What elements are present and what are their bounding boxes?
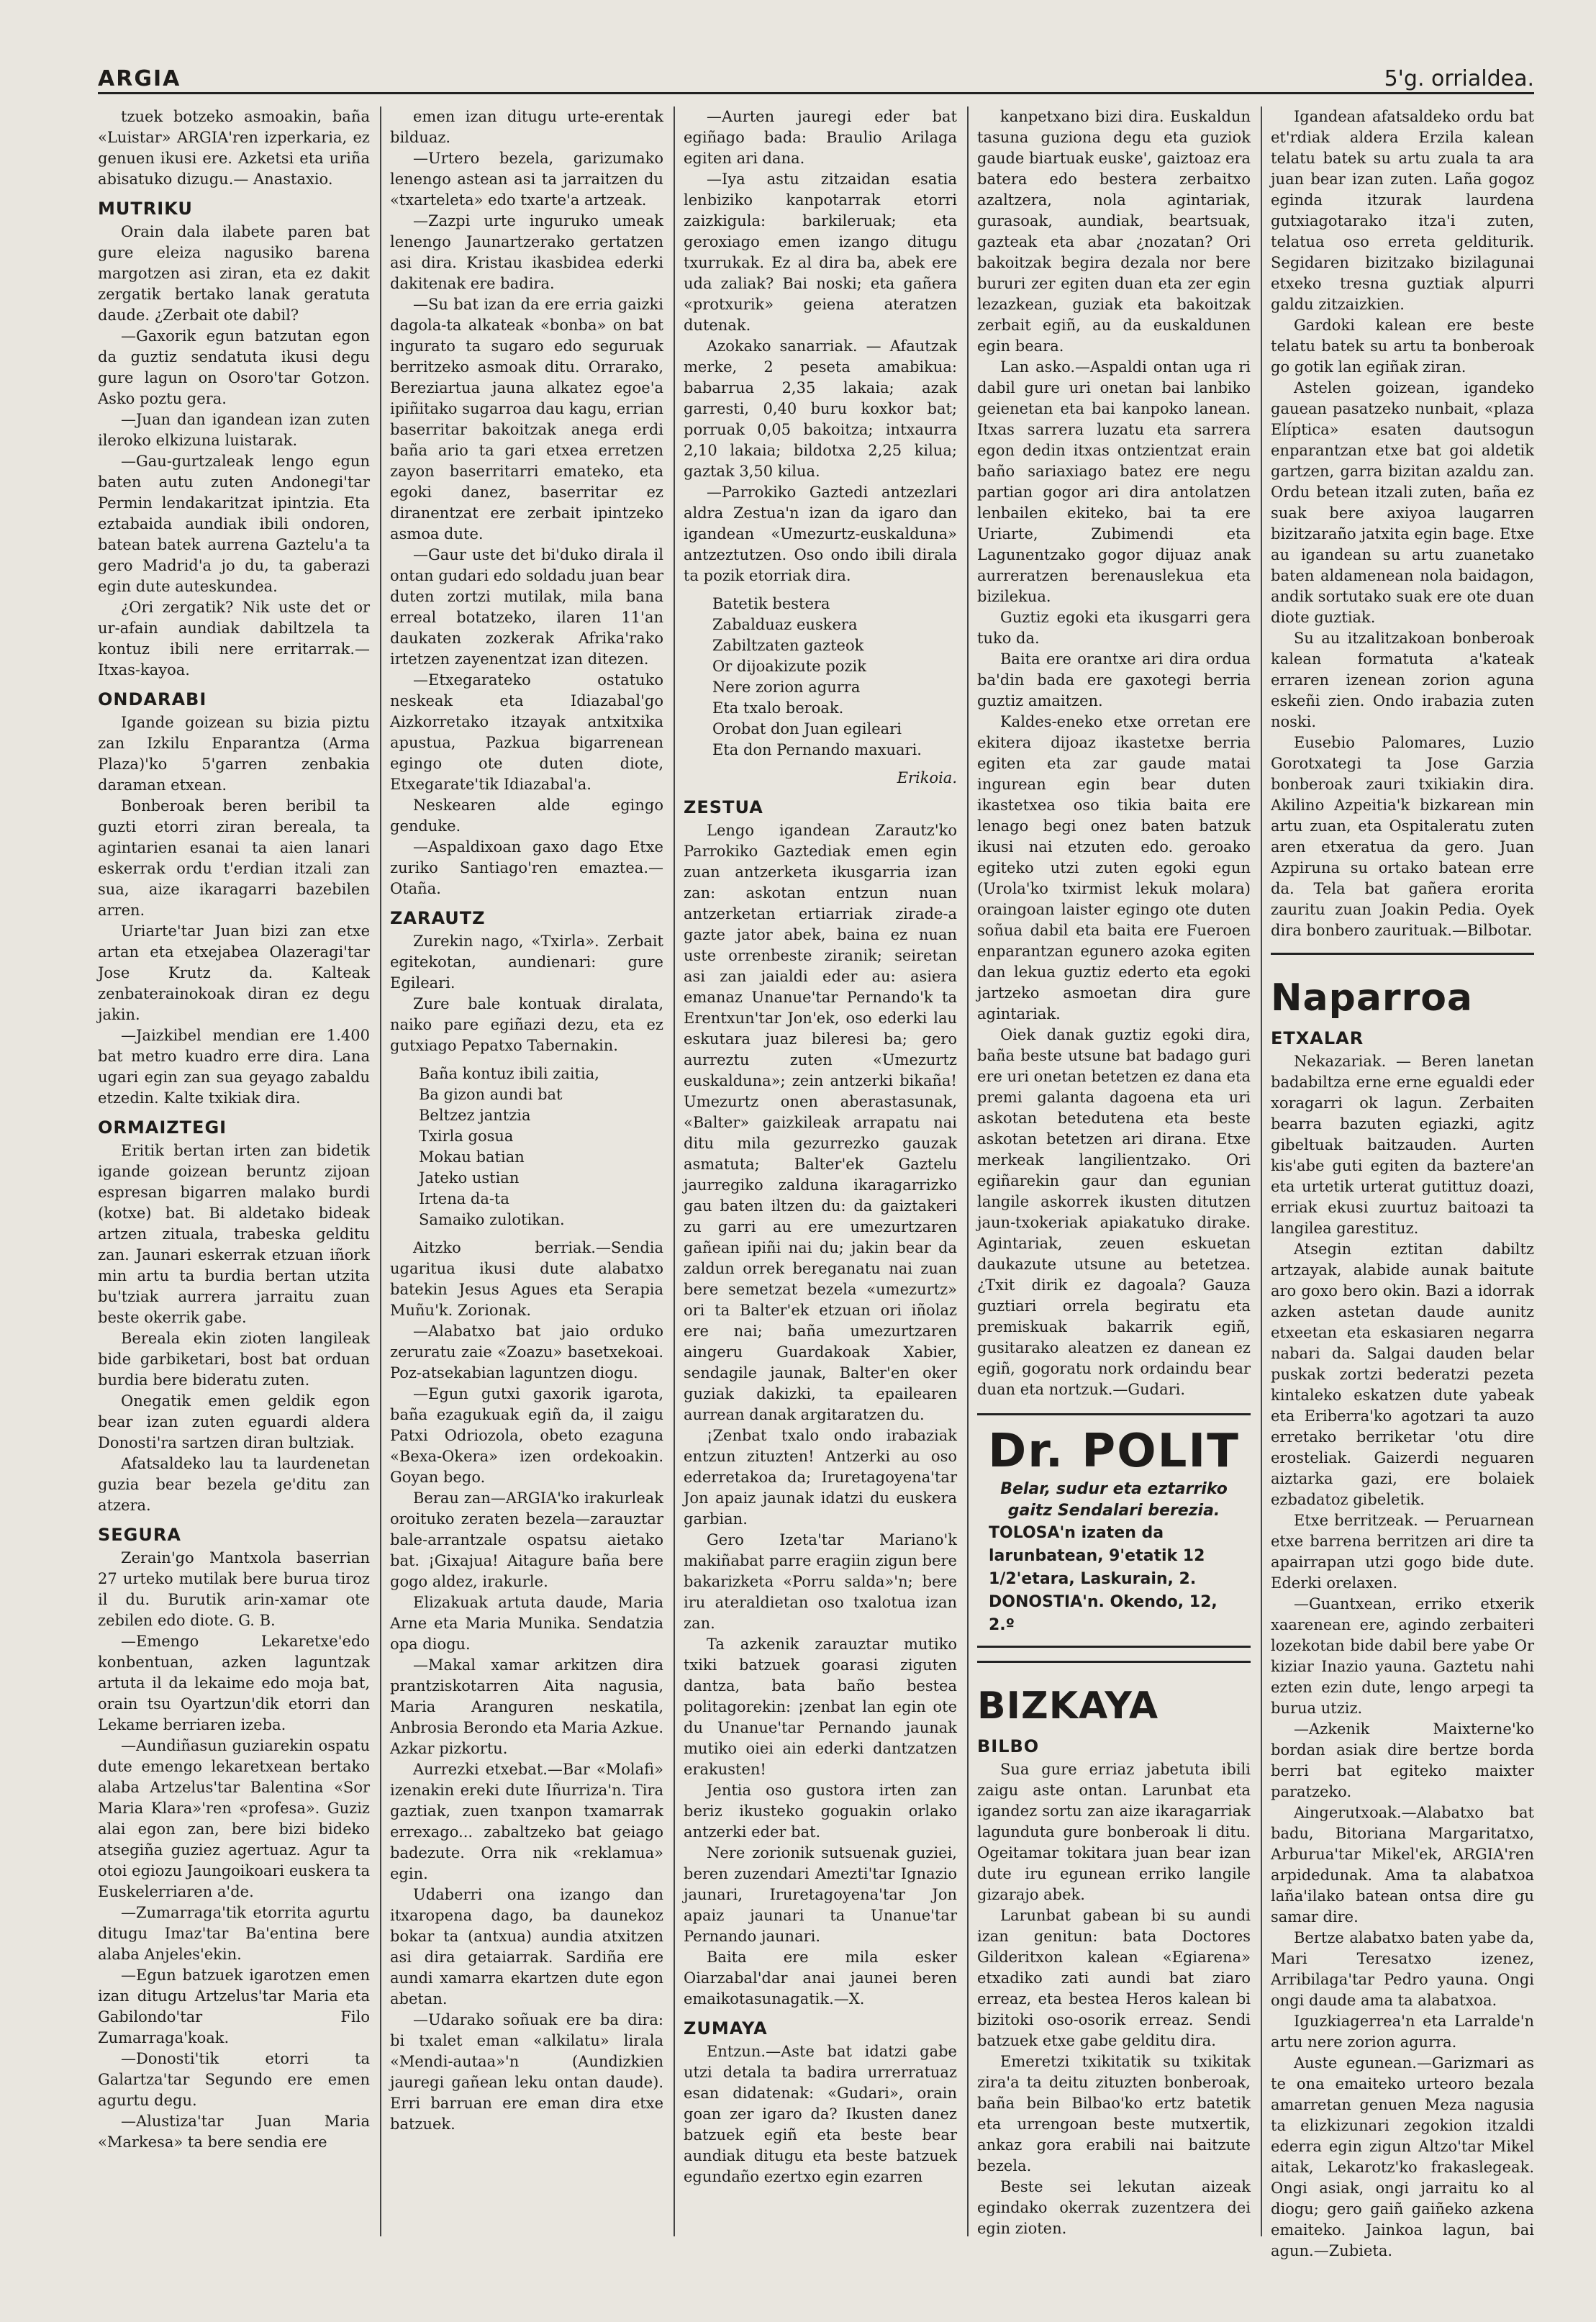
article-paragraph: Afatsaldeko lau ta laurdenetan guzia bear bezela ge'ditu zan atzera. xyxy=(98,1455,370,1514)
article-paragraph: —Zumarraga'tik etorrita agurtu ditugu Imaz'tar Ba'entina bere alaba Anjeles'ekin. xyxy=(98,1904,370,1963)
poem-line: Eta txalo beroak. xyxy=(712,699,844,717)
masthead xyxy=(98,63,1534,94)
article-paragraph: Zerain'go Mantxola baserrian 27 urteko mutilak bere burua tiroz il du. Burutik arin-xamar ote zebilen edo diote. G. B. xyxy=(98,1549,370,1629)
article-paragraph: —Juan dan igandean izan zuten ileroko elkizuna luistarak. xyxy=(98,411,370,449)
article-paragraph: —Parrokiko Gaztedi antzezlari aldra Zestua'n izan da igaro dan igandean «Umezurtz-euskalduna» antzeztutzen. Oso ondo ibili dirala ta pozik etorriak dira. xyxy=(684,484,957,584)
article-paragraph: —Makal xamar arkitzen dira prantziskotarren Aita nagusia, Maria Aranguren neskatila, Anbrosia Berondo eta Maria Azkue. Azkar pizkortu. xyxy=(390,1656,663,1757)
article-paragraph: Auste egunean.—Garizmari as te ona emaiteko urteoro bezala amarretan genuen Meza nagusia ta elizkizunari zegokion itzaldi ederra egin zigun Altzo'tar Mikel aitak, Lekarotz'ko frakaslegeak. Ongi asiak, ongi jarraitu ko al diogu; gero gaiñ gaiñeko azkena emaiteko. Jainkoa lagun, bai agun.—Zubieta. xyxy=(1271,2054,1534,2259)
article-paragraph: Elizakuak artuta daude, Maria Arne eta Maria Munika. Sendatzia opa diogu. xyxy=(390,1594,663,1653)
poem-line: Or dijoakizute pozik xyxy=(712,658,866,675)
article-paragraph: Sua gure erriaz jabetuta ibili zaigu aste ontan. Larunbat eta igandez sortu zan aize ikaragarriak lagunduta gure bonberoak li ditu. Ogeitamar tokitara juan bear izan dute iru egunean erriko langile gizarajo abek. xyxy=(977,1761,1251,1903)
column-3 xyxy=(684,106,957,2236)
article-paragraph: —Aspaldixoan gaxo dago Etxe zuriko Santiago'ren emaztea.—Otaña. xyxy=(390,838,663,897)
section-heading: ZESTUA xyxy=(684,797,763,817)
ad-address-line: DONOSTIA'n. Okendo, 12, 2.º xyxy=(989,1593,1218,1634)
article-paragraph: Nere zorionik sutsuenak guziei, beren zuzendari Amezti'tar Ignazio jaunari, Iruretagoyena'tar Jon apaiz jaunari ta Unanue'tar Pernando jaunari. xyxy=(684,1844,957,1945)
article-paragraph: Gardoki kalean ere beste telatu batek su artu ta bonberoak go gotik lan egiñak ziran. xyxy=(1271,317,1534,376)
article-paragraph: —Zazpi urte inguruko umeak lenengo Jaunartzerako gertatzen asi dira. Kristau ikasbidea ederki dakitenak ere badira. xyxy=(390,212,663,292)
region-title: Naparroa xyxy=(1271,976,1474,1020)
article-paragraph: —Guantxean, erriko etxerik xaarenean ere, agindo zerbaiteri lozekotan bide dabil bere yabe Or kiziar Inazio yauna. Gaztetu nahi ezten ezin dute, lengo arpegi ta burua utziz. xyxy=(1271,1595,1534,1717)
article-paragraph: Atsegin eztitan dabiltz artzayak, alabide aunak baitute aro goxo bero okin. Bazi a idorrak azken astetan daude aunitz etxeetan eta eskasiaren negarra nabari da. Salgai dauden belar puskak zortzi bederatzi pezeta kintaleko eskatzen dute yabeak eta Eriberra'ko agotzari ta auzo erretako berriketar 'otu dire erosteliak. Gaizerdi neguaren aiztarka gazi, ere bolaiek ezbadatoz gibeletik. xyxy=(1271,1241,1534,1508)
column-1 xyxy=(98,106,370,2236)
article-paragraph: —Udarako soñuak ere ba dira: bi txalet eman «alkilatu» lirala «Mendi-autaa»'n (Aundizkien jauregi gañean leku ontan daude). Erri barruan ere eman dira etxe batzuek. xyxy=(390,2011,663,2133)
poem-line: Baña kontuz ibili zaitia, xyxy=(419,1065,599,1082)
column-5 xyxy=(1271,106,1534,2259)
article-paragraph: Eritik bertan irten zan bidetik igande goizean beruntz zijoan espresan bigarren malako burdi (kotxe) bat. Bi aldetako bideak artzen zituala, trabeska gelditu zan. Jaunari eskerrak etzuan iñork min artu ta burdia bertan utzita bu'tziak aurrera jarraitu zuan beste okerrik gabe. xyxy=(98,1142,370,1326)
article-paragraph: Kaldes-eneko etxe orretan ere ekitera dijoaz ikastetxe berria egiten eta zar gaude matai ingurean egin bear duten ikastetxea oso tikia baita ere lenago begi onez baten batzuk ikusi nai etzuten edo. geroako egiteko utzi zuten egoki egun (Urola'ko txirmist lekuk molara) oraingoan laister egingo ote duten soñua dabil eta baita ere Fueroen enparantzan egunero azoka egiten dan lekua guztiz ederto eta egoki jartzeko asmoetan dira gure agintariak. xyxy=(977,713,1251,1022)
article-paragraph: Uriarte'tar Juan bizi zan etxe artan eta etxejabea Olazeragi'tar Jose Krutz da. Kalteak zenbaterainokoak diran ez degu jakin. xyxy=(98,922,370,1023)
poem-line: Mokau batian xyxy=(419,1148,525,1166)
article-paragraph: Nekazariak. — Beren lanetan badabiltza erne erne egualdi eder xoragarri ok lagun. Zerbaiten bearra bazuten egiazki, agitz gibeltuak baitzauden. Aurten kis'abe guti egiten da baztere'an eta urtetik urterat gutittuz doazi, erriak ekusi zuurtuz baitoazi ta langilea garestituz. xyxy=(1271,1053,1534,1237)
article-paragraph: Igandean afatsaldeko ordu bat et'rdiak aldera Erzila kalean telatu batek su artu zuala ta ara juan bear izan zuten. Laña gogoz eginda itzurak laurdena gutxiagotarako itza'i zuten, telatua oso erreta gelditurik. Segidaren bizitzako bizilagunai etxeko tresna guztiak alpurri galdu zitzaizkien. xyxy=(1271,108,1534,313)
article-paragraph: —Jaizkibel mendian ere 1.400 bat metro kuadro erre dira. Lana ugari egin zan sua geyago zabaldu etzedin. Kalte txikiak dira. xyxy=(98,1027,370,1107)
article-paragraph: Aingerutxoak.—Alabatxo bat badu, Bitoriana Margaritatxo, Arburua'tar Mikel'ek, ARGIA'ren arpidedunak. Ama ta alabatxoa laña'ilako batean ontsa dire gu samar dire. xyxy=(1271,1804,1534,1926)
article-paragraph: Aitzko berriak.—Sendia ugaritua ikusi dute alabatxo batekin Jesus Agues eta Serapia Muñu'k. Zorionak. xyxy=(390,1239,663,1319)
article-paragraph: Iguzkiagerrea'n eta Larralde'n artu nere zorion agurra. xyxy=(1271,2013,1534,2051)
signature: Erikoia. xyxy=(897,769,957,786)
article-paragraph: Baita ere orantxe ari dira ordua ba'din bada ere gaxotegi berria guztiz amaitzen. xyxy=(977,650,1251,709)
section-heading: BILBO xyxy=(977,1736,1040,1756)
article-paragraph: —Urtero bezela, garizumako lenengo astean asi ta jarraitzen du «txarteleta» edo txarte'a artzeak. xyxy=(390,150,663,209)
newspaper-title: ARGIA xyxy=(98,66,181,91)
article-paragraph: Etxe berritzeak. — Peruarnean etxe barrena berritzen ari dire ta apairrapan utzi gogo bide dute. Ederki orelaxen. xyxy=(1271,1512,1534,1592)
article-paragraph: Orain dala ilabete paren bat gure eleiza nagusiko barena margotzen asi ziran, eta ez dakit zergatik bertako lanak geratuta daude. ¿Zerbait ote dabil? xyxy=(98,223,370,324)
article-paragraph: —Gaxorik egun batzutan egon da guztiz sendatuta ikusi degu gure lagun on Osoro'tar Gotzon. Asko poztu gera. xyxy=(98,327,370,407)
ad-tagline: Belar, sudur eta eztarriko gaitz Sendalari berezia. xyxy=(1000,1480,1228,1520)
article-paragraph: Zure bale kontuak diralata, naiko pare egiñazi dezu, eta ez gutxiago Pepatxo Tabernakin. xyxy=(390,995,663,1054)
section-heading: SEGURA xyxy=(98,1525,181,1545)
poem-line: Txirla gosua xyxy=(419,1128,514,1145)
poem-line: Eta don Pernando maxuari. xyxy=(712,741,922,758)
article-paragraph: —Aurten jauregi eder bat egiñago bada: Braulio Arilaga egiten ari dana. xyxy=(684,108,957,167)
article-paragraph: —Egun batzuek igarotzen emen izan ditugu Artzelus'tar Maria eta Gabilondo'tar Filo Zumarraga'koak. xyxy=(98,1967,370,2046)
article-paragraph: Larunbat gabean bi su aundi izan genitun: bata Doctores Gilderitxon kalean «Egiarena» etxadiko zati aundi bat ziaro erreaz, eta bestea Heros kalean bi bizitoki oso-osorik erreaz. Sendi batzuek etxe gabe gelditu dira. xyxy=(977,1907,1251,2049)
article-paragraph: —Emengo Lekaretxe'edo konbentuan, azken laguntzak artuta il da lekaime edo moja bat, orain tsu Oyartzun'dik etorri dan Lekame berriaren izeba. xyxy=(98,1633,370,1733)
poem xyxy=(419,1064,663,1230)
article-paragraph: Jentia oso gustora irten zan beriz ikusteko goguakin orlako antzerki eder bat. xyxy=(684,1782,957,1841)
article-paragraph: Eusebio Palomares, Luzio Gorotxategi ta Jose Garzia bonberoak zauri txikiakin dira. Akilino Azpeitia'k bizkarean min artu zuan, eta Ospitaleratu zuten aren etxeratua da gero. Juan Azpiruna su ortako batean erre da. Tela bat gañera erorita zauritu zuan Joakin Pedia. Oyek dira bonbero zaurituak.—Bilbotar. xyxy=(1271,734,1534,939)
article-paragraph: —Gau-gurtzaleak lengo egun baten autu zuten Andonegi'tar Permin lendakaritzat ipintzia. Eta eztabaida aundiak ibili ondoren, batean batek aurrena Gaztelu'a ta gero Madrid'a jo du, ta gaberazi egin dute auteskundea. xyxy=(98,453,370,595)
article-paragraph: Neskearen alde egingo genduke. xyxy=(390,797,663,835)
section-heading: MUTRIKU xyxy=(98,199,193,219)
article-paragraph: Zurekin nago, «Txirla». Zerbait egitekotan, aundienari: gure Egileari. xyxy=(390,933,663,992)
column-divider xyxy=(1261,106,1262,2236)
section-heading: ORMAIZTEGI xyxy=(98,1117,227,1138)
poem-line: Orobat don Juan egileari xyxy=(712,720,902,738)
article-paragraph: Onegatik emen geldik egon bear izan zuten eguardi aldera Donosti'ra sartzen diran bultziak. xyxy=(98,1392,370,1451)
article-paragraph: —Azkenik Maixterne'ko bordan asiak dire bertze borda berri bat egiteko maixter paratzeko. xyxy=(1271,1720,1534,1800)
region-title: BIZKAYA xyxy=(977,1684,1159,1728)
article-paragraph: ¿Ori zergatik? Nik uste det or ur-afain aundiak dabiltzela ta kontuz ibili nere erritarrak.— Itxas-kayoa. xyxy=(98,599,370,679)
article-paragraph: —Donosti'tik etorri ta Galartza'tar Segundo ere emen agurtu degu. xyxy=(98,2050,370,2109)
article-paragraph: Astelen goizean, igandeko gauean pasatzeko nunbait, «plaza Elíptica» esaten dautsogun enparantzan etxe bat goi aldetik gartzen, garra bizitan azaldu zan. Ordu betean itzali zuten, baña ez suak bere axiyoa laugarren bizitzaraño jatxita egin bage. Etxe au igandean su artu zuanetako baten aldamenean nola baidagon, andik sortutako suak ere ote duan diote guztiak. xyxy=(1271,379,1534,626)
article-paragraph: Baita ere mila esker Oiarzabal'dar anai jaunei beren emaikotasunagatik.—X. xyxy=(684,1949,957,2008)
column-divider xyxy=(380,106,381,2236)
advertisement xyxy=(977,1413,1251,1648)
region-header xyxy=(1271,953,1534,1020)
article-paragraph: —Iya astu zitzaidan esatia lenbiziko kanpotarrak etorri zaizkigula: barkileruak; eta geroxiago emen izango ditugu txurrukak. Ez al dira ba, abek ere uda zaliak? Bai noski; eta gañera «protxurik» geiena ateratzen dutenak. xyxy=(684,171,957,334)
poem-line: Ba gizon aundi bat xyxy=(419,1086,563,1103)
article-paragraph: Lan asko.—Aspaldi ontan uga ri dabil gure uri onetan bai lanbiko geienetan eta bai kanpoko lanean. Itxas sarrera luzatu eta sarrera egon dedin itxas ontzientzat erain baño sariaxiago batez ere negu partian gogor ari dira antolatzen lenbailen ekiteko, bai ta ere Uriarte, Zubimendi eta Lagunentzako gogor dijuaz anak aurreratzen berenauslekua eta bizilekua. xyxy=(977,358,1251,605)
article-paragraph: Oiek danak guztiz egoki dira, baña beste utsune bat badago guri ere uri onetan betetzen ez dana eta premi galanta dagoena eta uri askotan betedutena eta beste askotan betetzen ari dirana. Etxe merkeak langilientzako. Ori egiñarekin gaur dan egunian langile askorrek ikusten ditutzen jaun-txokeriak apiakatuko dirake. Agintariak, zeuen eskuetan daukazute utsune au betetzea. ¿Txit dirik ez dagoala? Gauza guztiari orrela begiratu eta premiskuak bakarrik egiñ, gusitarako aleatzen ez danean ez egiñ, gogoratu nork ordaindu bear duan eta nortzuk.—Gudari. xyxy=(977,1026,1251,1398)
article-paragraph: Berau zan—ARGIA'ko irakurleak oroituko zeraten bezela—zarauztar bale-arrantzale ospatsu aietako bat. ¡Gixajua! Aitagure baña bere gogo aldez, irakurle. xyxy=(390,1489,663,1590)
article-paragraph: Bertze alabatxo baten yabe da, Mari Teresatxo izenez, Arribilaga'tar Pedro yauna. Ongi ongi daude ama ta alabatxoa. xyxy=(1271,1929,1534,2009)
poem-line: Batetik bestera xyxy=(712,595,830,612)
poem-line: Nere zorion agurra xyxy=(712,679,861,696)
section-heading: ZARAUTZ xyxy=(390,908,486,928)
article-paragraph: Bereala ekin zioten langileak bide garbiketari, bost bat orduan burdia bere bideratu zuten. xyxy=(98,1330,370,1389)
poem-line: Zabalduaz euskera xyxy=(712,616,858,633)
article-paragraph: tzuek botzeko asmoakin, baña «Luistar» ARGIA'ren izperkaria, ez genuen ikusi ere. Azketsi eta uriña abisatuko dizugu.— Anastaxio. xyxy=(98,108,370,188)
page-number: 5'g. orrialdea. xyxy=(1384,66,1534,91)
poem-line: Samaiko zulotikan. xyxy=(419,1211,565,1228)
article-paragraph: Bonberoak beren beribil ta guzti etorri ziran bereala, ta agintarien esanai ta aien lanari eskerrak ordu t'erdian itzali zan sua, aize ikaragarri bazebilen arren. xyxy=(98,797,370,919)
poem-line: Beltzez jantzia xyxy=(419,1107,531,1124)
ad-address-line: TOLOSA'n izaten da larunbatean, 9'etatik 12 1/2'etara, Laskurain, 2. xyxy=(989,1524,1205,1588)
article-paragraph: —Gaur uste det bi'duko dirala il ontan gudari edo soldadu juan bear duten zortzi mutilak, mila bana erreal botatzeko, ilaren 11'an daukaten zozkerak Afrika'rako irtetzen zayenentzat izan ditezen. xyxy=(390,546,663,668)
article-paragraph: —Alabatxo bat jaio orduko zeruratu zaie «Zoazu» basetxekoai. Poz-atsekabian laguntzen diogu. xyxy=(390,1323,663,1382)
article-paragraph: Entzun.—Aste bat idatzi gabe utzi detala ta badira urrerratuaz esan didatenak: «Gudari», orain goan zer igaro da? Ikusten danez batzuek egiñ eta beste bear aundiak ditugu eta beste batzuek egundaño ezertxo egin ezarren xyxy=(684,2043,957,2185)
section-heading: ZUMAYA xyxy=(684,2018,768,2038)
column-divider xyxy=(967,106,969,2236)
article-paragraph: Beste sei lekutan aizeak egindako okerrak zuzentzera dei egin zioten. xyxy=(977,2178,1251,2237)
article-paragraph: Lengo igandean Zarautz'ko Parrokiko Gaztediak emen egin zuan antzerketa ikusgarria izan zan: askotan entzun nuan antzerketan ertiarriak zirade-a gazte jator abek, baina ez nuan uste orrenbeste ziranik; seiretan asi zan jaialdi eder au: asiera emanaz Unanue'tar Pernando'k ta Erentxun'tar Jon'ek, oso ederki lau eskutara juaz bileresi ba; gero aurreztu zuten «Umezurtz euskalduna»; zein antzerki bikaña! Umezurtz onen aberastasunak, «Balter» gaizkileak arrapatu nai ditu mila gezurrezko gauzak asmatuta; Balter'ek Gaztelu jaurregiko zalduna ikaragarrizko gau baten iltzen du: da gaiztakeri zu garri au ere umezurtzaren gañean ipiñi nai du; jakin bear da zaldun orrek bereganatu nai zuan bere semetzat bezela «umezurtz» ori ta Balter'ek etzuan ori iñolaz ere nai; baña umezurtzaren aingeru Guardakoak Xabier, sendagile jaunak, Balter'en oker guziak dakizki, ta epailearen aurrean danak argitaratzen du. xyxy=(684,822,957,1423)
article-paragraph: Emeretzi txikitatik su txikitak zira'a ta deitu zituzten bonberoak, baña bein Bilbao'ko ertz batetik eta urrengoan beste mutxertik, ankaz gora erabili nai baitzute bezela. xyxy=(977,2053,1251,2174)
article-paragraph: —Etxegarateko ostatuko neskeak eta Idiazabal'go Aizkorretako itzayak antxitxika apustua, Pazkua bigarrenean egingo ote duten diote, Etxegarate'tik Idiazabal'a. xyxy=(390,671,663,793)
article-paragraph: Su au itzalitzakoan bonberoak kalean formatuta a'kateak erraren izenean zorion aguna eskeñi zien. Ondo irabazia zuten noski. xyxy=(1271,630,1534,730)
article-paragraph: Gero Izeta'tar Mariano'k makiñabat parre eragiin zigun bere bakarizketa «Porru salda»'n; bere iru ateraldietan oso txalotua izan zan. xyxy=(684,1531,957,1632)
column-4 xyxy=(977,106,1251,2236)
article-paragraph: —Aundiñasun guziarekin ospatu dute emengo lekaretxean bertako alaba Artzelus'tar Balentina «Sor Maria Klara»'ren «profesa». Guziz alai egon zan, bere bizi bideko atsegiña guziez agertuaz. Agur ta otoi egiozu Jaungoikoari euskera ta Euskelerriaren a'de. xyxy=(98,1737,370,1900)
ad-doctor-name: Dr. POLIT xyxy=(988,1425,1240,1478)
section-heading: ETXALAR xyxy=(1271,1028,1364,1048)
article-paragraph: Udaberri ona izango dan itxaropena dago, ba daunekoz bokar ta (antxua) aundia atxitzen asi dira getaiarrak. Sardiña ere aundi xamarra ekartzen dute egon abetan. xyxy=(390,1886,663,2008)
article-paragraph: ¡Zenbat txalo ondo irabaziak entzun zituzten! Antzerki au oso ederretakoa da; Iruretagoyena'tar Jon apaiz jaunak idatzi du euskera garbian. xyxy=(684,1427,957,1528)
column-2 xyxy=(390,106,663,2236)
poem-line: Irtena da-ta xyxy=(419,1190,509,1207)
article-paragraph: Guztiz egoki eta ikusgarri gera tuko da. xyxy=(977,609,1251,647)
article-paragraph: —Egun gutxi gaxorik igarota, baña ezagukuak egiñ da, il zaigu Patxi Odriozola, obeto ezaguna «Bexa-Okera» izen ordekoakin. Goyan bego. xyxy=(390,1385,663,1486)
section-heading: ONDARABI xyxy=(98,689,207,709)
poem xyxy=(712,594,957,761)
article-paragraph: Azokako sanarriak. — Afautzak merke, 2 peseta amabikua: babarrua 2,35 lakaia; azak garresti, 0,40 buru koxkor bat; porruak 0,05 bakoitza; intxaurra 2,10 lakaia; bildotxa 2,25 kilua; gaztak 3,50 kilua. xyxy=(684,337,957,480)
article-paragraph: —Alustiza'tar Juan Maria «Markesa» ta bere sendia ere xyxy=(98,2113,370,2151)
article-paragraph: emen izan ditugu urte-erentak bilduaz. xyxy=(390,108,663,146)
article-paragraph: Ta azkenik zarauztar mutiko txiki batzuek goarasi ziguten dantza, bata baño bestea politagorekin: ¡zenbat lan egin ote du Unanue'tar Pernando jaunak mutiko oiei ain ederki dantzatzen erakusten! xyxy=(684,1636,957,1778)
poem-line: Zabiltzaten gazteok xyxy=(712,637,864,654)
article-paragraph: Aurrezki etxebat.—Bar «Molafi» izenakin ereki dute Iñurriza'n. Tira gaztiak, zuen txanpon txamarrak errexago... zabaltzeko bat geiago badezute. Orra nik «reklamua» egin. xyxy=(390,1761,663,1882)
column-divider xyxy=(674,106,675,2236)
region-header xyxy=(977,1661,1251,1728)
article-paragraph: kanpetxano bizi dira. Euskaldun tasuna guziona degu eta guziok gaude biartuak euske', gaiztoaz era batera edo bestera zerbaitxo azaltzera, nola agintariak, gurasoak, aundiak, beartsuak, gazteak eta abar ¿nozatan? Ori bakoitzak begira dezala nor bere bururi zer egiten duan eta zer egin lezazkean, guziak eta bakoitzak zerbait egiñ, au da euskaldunen egin beara. xyxy=(977,108,1251,355)
article-paragraph: Igande goizean su bizia piztu zan Izkilu Enparantza (Arma Plaza)'ko 5'garren zenbakia daraman etxean. xyxy=(98,714,370,794)
poem-line: Jateko ustian xyxy=(419,1169,520,1187)
article-paragraph: —Su bat izan da ere erria gaizki dagola-ta alkateak «bonba» on bat ingurato ta sugaro edo seguruak berritzeko asmoak ditu. Orrarako, Bereziartua jauna alkatez egoe'a ipiñitako sugarroa dau kagu, errian baserritar bakoitzak anega erdi baña ario ta gari etxea erretzen zayon baserritarri emateko, eta egoki danez, baserritar ez diranentzat ere zerbait ipintzeko asmoa dute. xyxy=(390,296,663,543)
